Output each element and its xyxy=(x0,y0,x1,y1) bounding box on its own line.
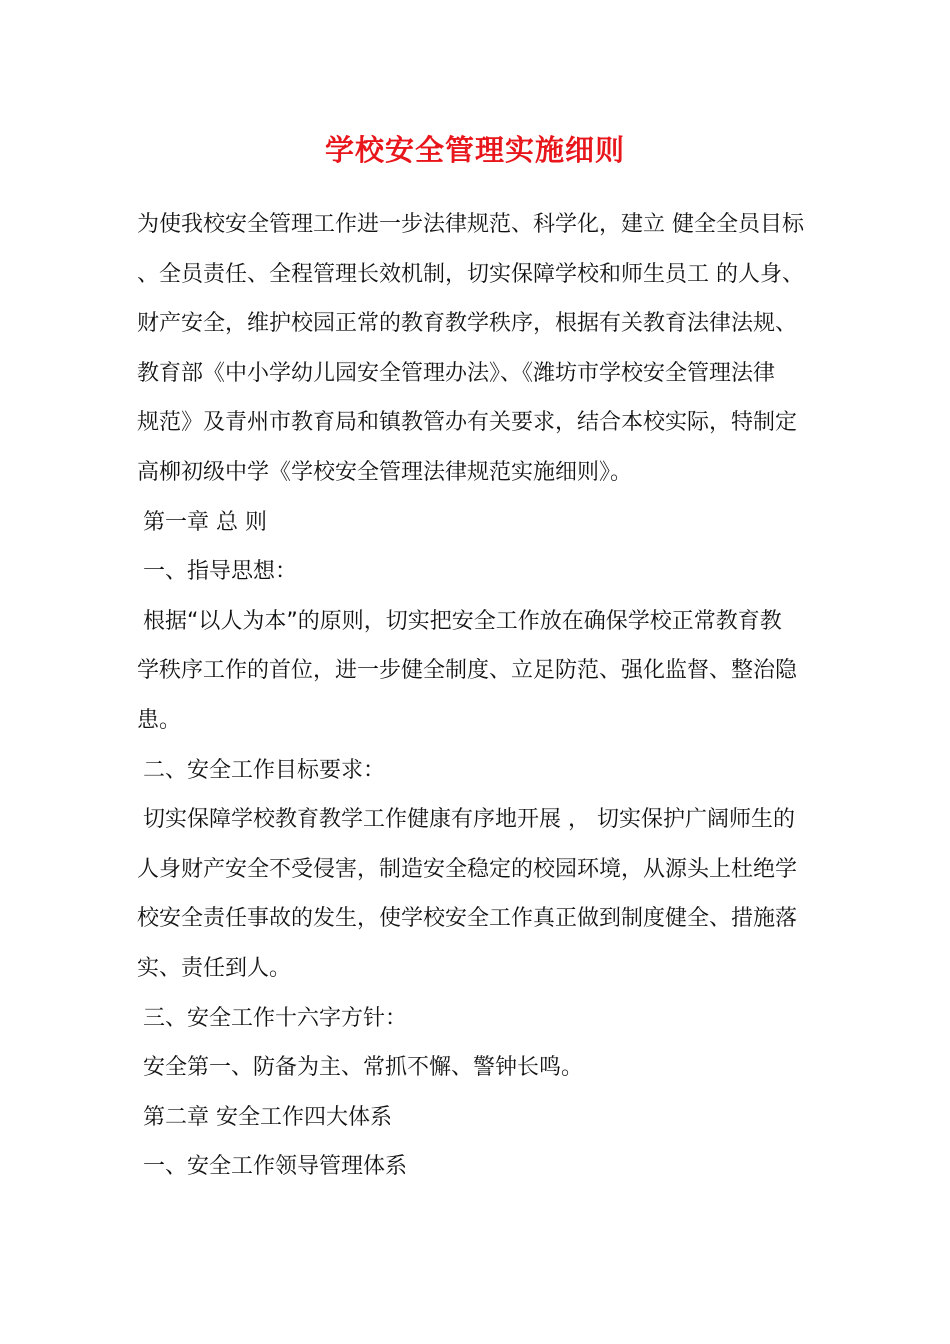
chapter-heading: 第一章 总 则 xyxy=(143,509,267,535)
body-line: 人身财产安全不受侵害，制造安全稳定的校园环境，从源头上杜绝学 xyxy=(137,856,798,882)
section-heading: 三、安全工作十六字方针： xyxy=(143,1005,408,1031)
body-line: 为使我校安全管理工作进一步法律规范、科学化，建立 健全全员目标 xyxy=(137,212,804,237)
body-line: 学秩序工作的首位，进一步健全制度、立足防范、强化监督、整治隐 xyxy=(137,658,798,684)
body-line: 规范》及青州市教育局和镇教管办有关要求，结合本校实际，特制定 xyxy=(137,410,798,436)
body-line: 实、责任到人。 xyxy=(137,955,292,981)
body-line: 切实保障学校教育教学工作健康有序地开展 ， 切实保护广阔师生的 xyxy=(143,807,795,833)
body-line: 安全第一、防备为主、常抓不懈、警钟长鸣。 xyxy=(143,1055,584,1081)
section-heading: 二、安全工作目标要求： xyxy=(143,757,386,783)
section-heading: 一、指导思想： xyxy=(143,559,298,585)
chapter-heading: 第二章 安全工作四大体系 xyxy=(143,1104,392,1130)
body-line: 根据“以人为本”的原则，切实把安全工作放在确保学校正常教育教 xyxy=(143,608,782,634)
body-line: 教育部《中小学幼儿园安全管理办法》、《潍坊市学校安全管理法律 xyxy=(137,360,776,386)
body-line: 校安全责任事故的发生，使学校安全工作真正做到制度健全、措施落 xyxy=(137,906,798,932)
document-title: 学校安全管理实施细则 xyxy=(324,133,625,167)
body-line: 高柳初级中学《学校安全管理法律规范实施细则》。 xyxy=(137,459,633,485)
document-body xyxy=(137,200,817,1192)
section-heading: 一、安全工作领导管理体系 xyxy=(143,1154,408,1180)
body-line: 、全员责任、全程管理长效机制，切实保障学校和师生员工 的人身、 xyxy=(137,261,804,287)
body-line: 财产安全，维护校园正常的教育教学秩序，根据有关教育法律法规、 xyxy=(137,311,798,337)
body-line: 患。 xyxy=(137,707,182,733)
